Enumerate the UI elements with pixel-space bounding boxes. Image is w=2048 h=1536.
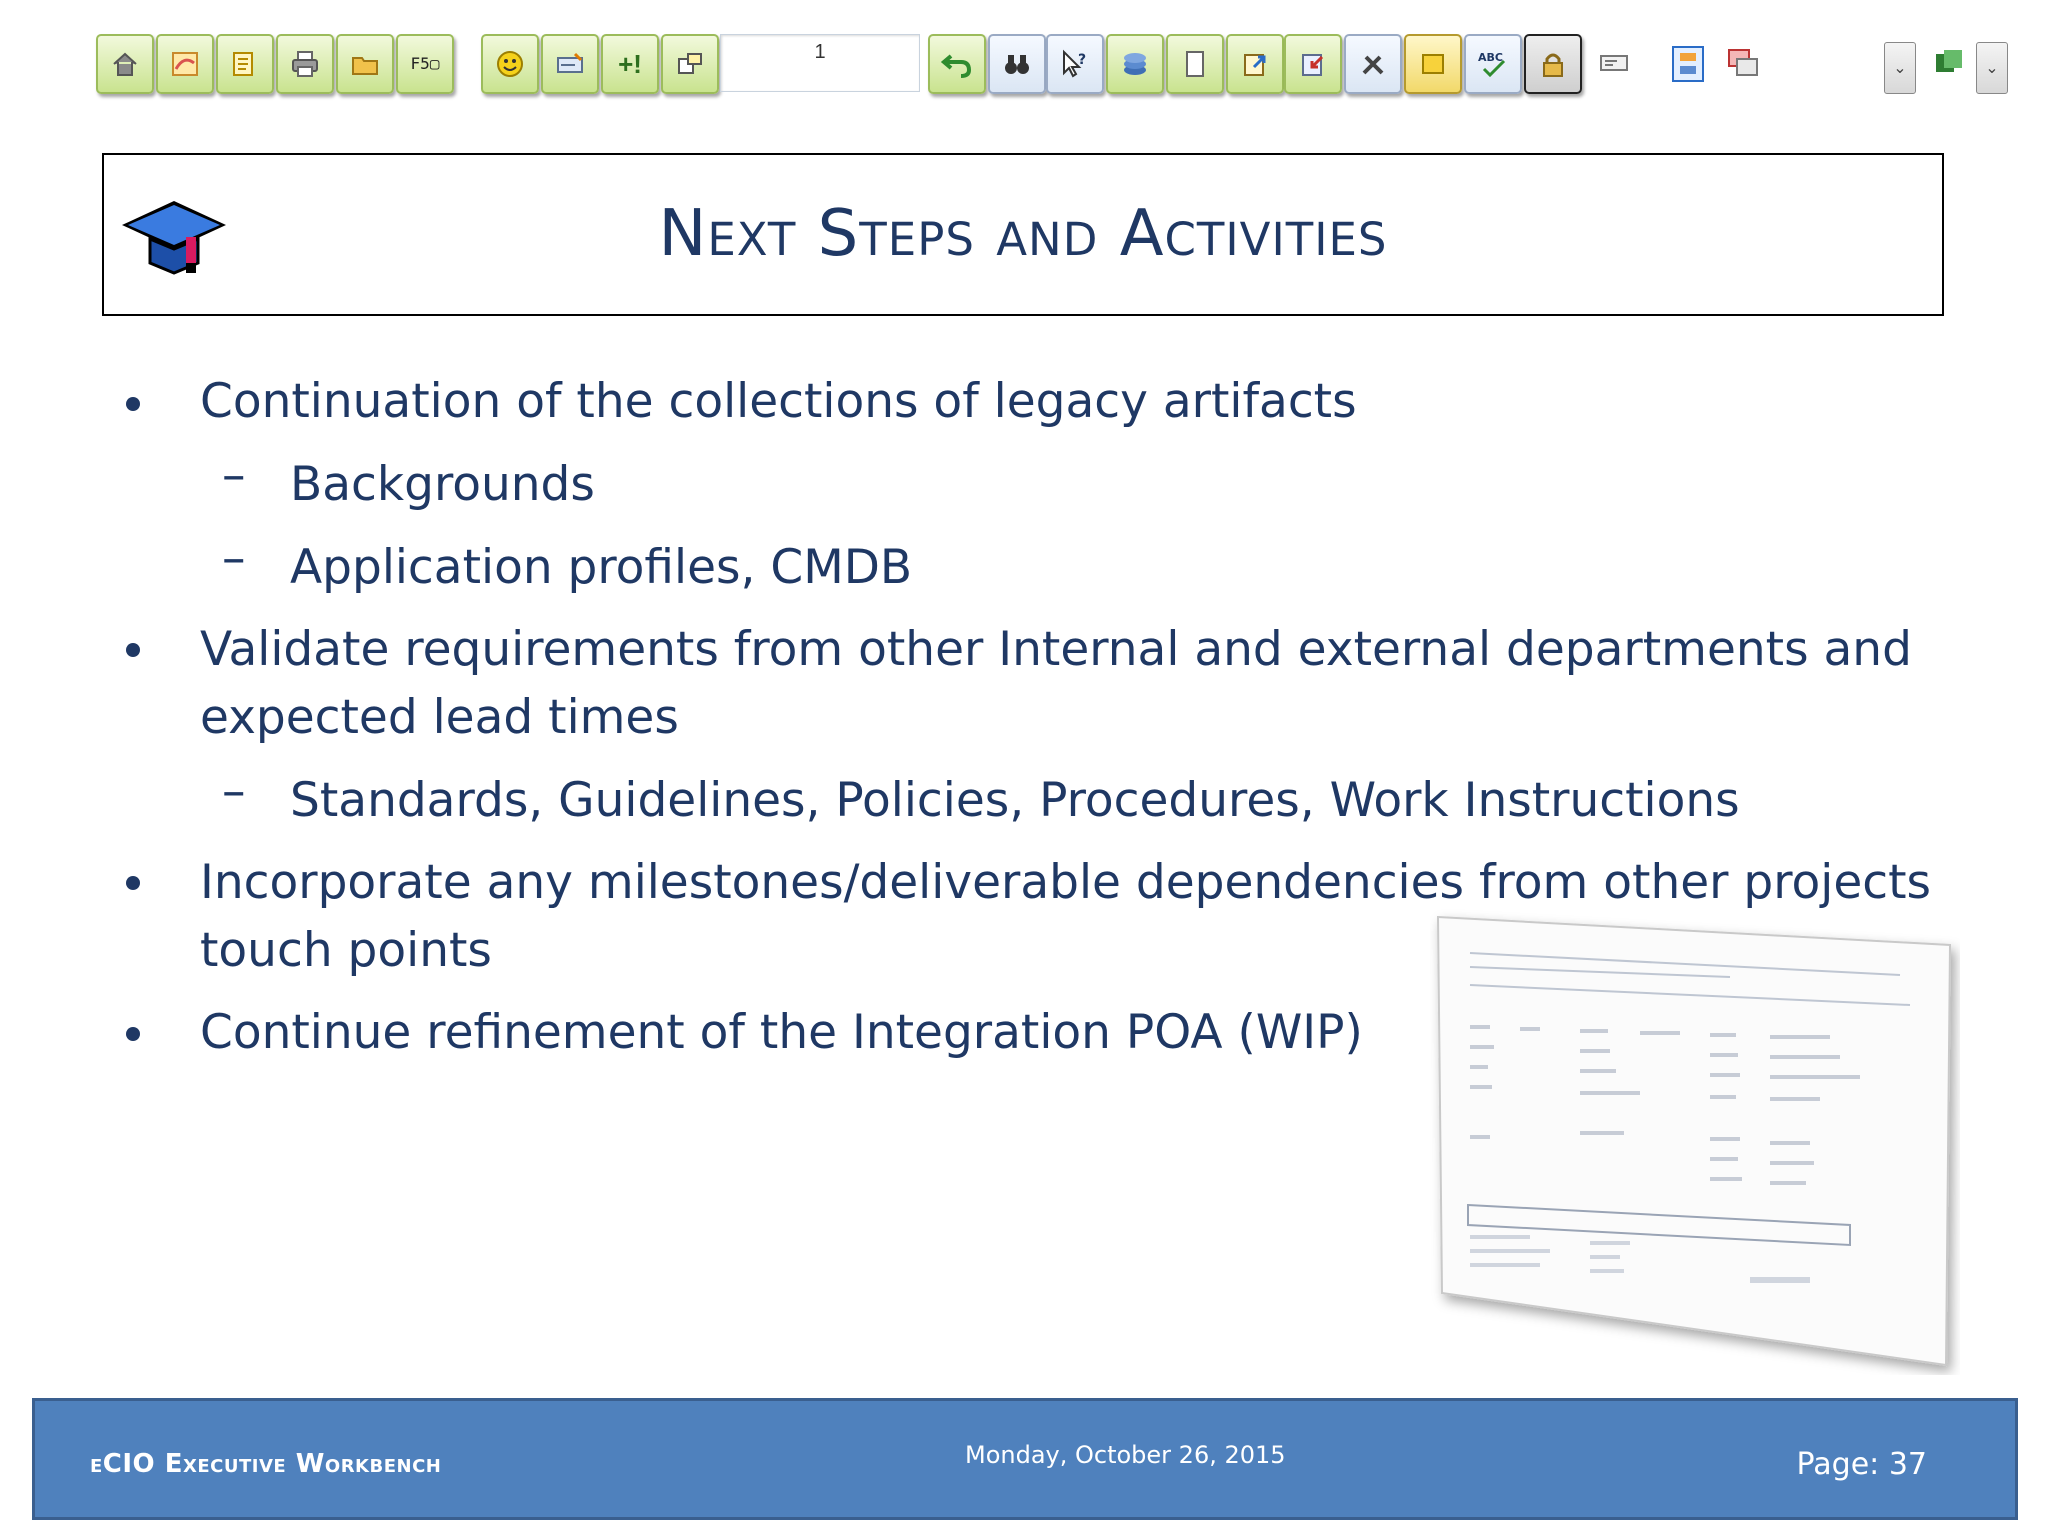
list-item: Incorporate any milestones/deliverable dependencies from other projects [200, 855, 1932, 910]
footer-date: Monday, October 26, 2015 [965, 1441, 1286, 1469]
footer-app-name: eCIO Executive Workbench [90, 1449, 442, 1479]
page-title: Next Steps and Activities [658, 197, 1388, 271]
list-item: Standards, Guidelines, Policies, Procedures, Work Instructions [290, 773, 1740, 828]
svg-text:?: ? [1078, 52, 1087, 68]
svg-text:ABC: ABC [1478, 51, 1503, 64]
add-icon: +! [618, 49, 642, 79]
bullet-dot [126, 397, 140, 411]
sub-bullet-dash: – [222, 764, 246, 819]
list-item: Continue refinement of the Integration POA (WIP) [200, 1005, 1363, 1060]
bullet-dot [126, 643, 140, 657]
slide-footer [32, 1398, 2018, 1520]
list-item: Continuation of the collections of legacy artifacts [200, 374, 1357, 429]
screenshot-thumbnail [1430, 905, 1960, 1375]
list-item: Application profiles, CMDB [290, 540, 913, 595]
bullet-dot [126, 876, 140, 890]
page-number-field[interactable]: 1 [720, 34, 920, 92]
list-item: expected lead times [200, 690, 679, 745]
footer-page-number: Page: 37 [1796, 1447, 1927, 1482]
sub-bullet-dash: – [222, 531, 246, 586]
chevron-down-icon: ⌄ [1893, 60, 1907, 77]
sub-bullet-dash: – [222, 448, 246, 503]
slideshow-f5-icon: F5▢ [410, 54, 440, 73]
list-item: Backgrounds [290, 457, 595, 512]
list-item: touch points [200, 923, 492, 978]
bullet-dot [126, 1027, 140, 1041]
chevron-down-icon: ⌄ [1985, 60, 1999, 77]
list-item: Validate requirements from other Internal and external departments and [200, 622, 1912, 677]
